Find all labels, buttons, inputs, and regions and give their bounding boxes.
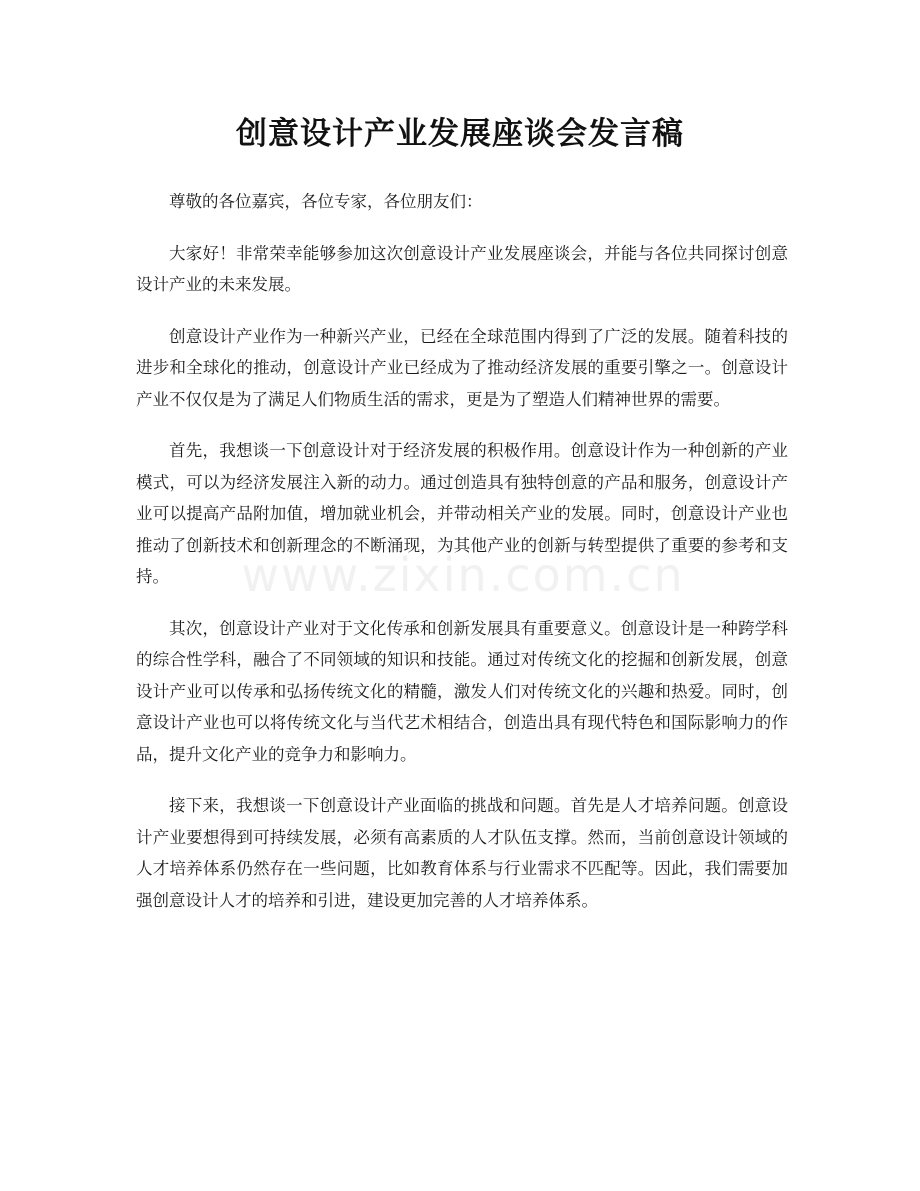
watermark-text: www.zixin.com.cn bbox=[241, 548, 685, 602]
paragraph-cultural-role: 其次，创意设计产业对于文化传承和创新发展具有重要意义。创意设计是一种跨学科的综合性学科，融合了不同领域的知识和技能。通过对传统文化的挖掘和创新发展，创意设计产业可以传承和弘扬传统文化的精髓，激发人们对传统文化的兴趣和热爱。同时，创意设计产业也可以将传统文化与当代艺术相结合，创造出具有现代特色和国际影响力的作品，提升文化产业的竞争力和影响力。 bbox=[136, 618, 788, 764]
document-body bbox=[136, 186, 788, 936]
paragraph-greeting: 尊敬的各位嘉宾，各位专家，各位朋友们： bbox=[169, 192, 483, 211]
document-title: 创意设计产业发展座谈会发言稿 bbox=[236, 116, 684, 152]
paragraph-opening: 大家好！非常荣幸能够参加这次创意设计产业发展座谈会，并能与各位共同探讨创意设计产业的未来发展。 bbox=[136, 243, 788, 294]
paragraph-industry-overview: 创意设计产业作为一种新兴产业，已经在全球范围内得到了广泛的发展。随着科技的进步和全球化的推动，创意设计产业已经成为了推动经济发展的重要引擎之一。创意设计产业不仅仅是为了满足人们物质生活的需求，更是为了塑造人们精神世界的需要。 bbox=[136, 326, 788, 409]
paragraph-challenges: 接下来，我想谈一下创意设计产业面临的挑战和问题。首先是人才培养问题。创意设计产业要想得到可持续发展，必须有高素质的人才队伍支撑。然而，当前创意设计领域的人才培养体系仍然存在一些问题，比如教育体系与行业需求不匹配等。因此，我们需要加强创意设计人才的培养和引进，建设更加完善的人才培养体系。 bbox=[136, 796, 788, 910]
paragraph-economic-role: 首先，我想谈一下创意设计对于经济发展的积极作用。创意设计作为一种创新的产业模式，可以为经济发展注入新的动力。通过创造具有独特创意的产品和服务，创意设计产业可以提高产品附加值，增加就业机会，并带动相关产业的发展。同时，创意设计产业也推动了创新技术和创新理念的不断涌现，为其他产业的创新与转型提供了重要的参考和支持。 bbox=[136, 441, 788, 586]
